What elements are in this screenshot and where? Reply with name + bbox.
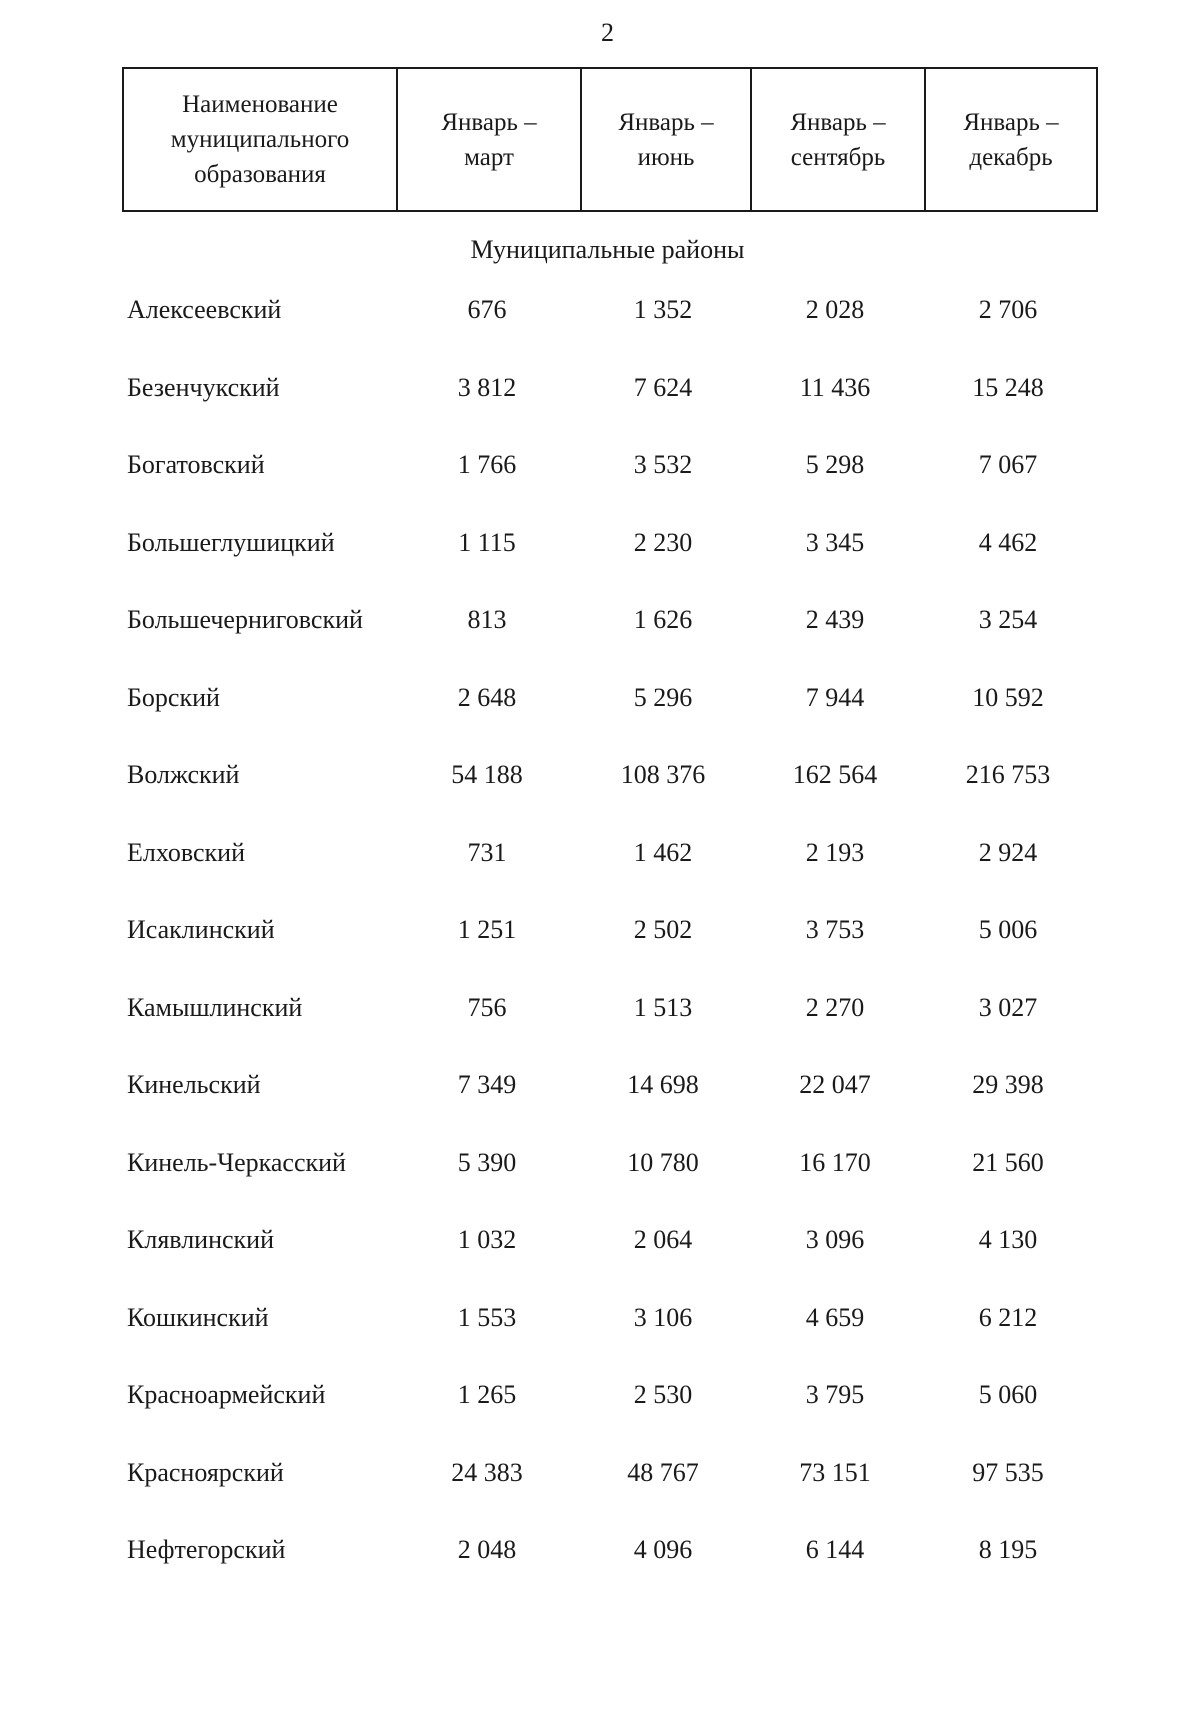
row-value: 216 753	[965, 760, 1051, 789]
table-row	[0, 1530, 1200, 1570]
row-value: 3 795	[805, 1380, 865, 1409]
row-value: 48 767	[627, 1458, 699, 1487]
row-value: 3 345	[805, 528, 865, 557]
header-jan-dec: Январь – декабрь	[925, 68, 1097, 211]
row-value: 6 212	[978, 1303, 1038, 1332]
table-row	[0, 755, 1200, 795]
table-row	[0, 1298, 1200, 1338]
row-value: 2 270	[805, 993, 865, 1022]
row-value: 29 398	[972, 1070, 1044, 1099]
row-value: 2 648	[457, 683, 517, 712]
row-value: 731	[467, 838, 507, 867]
row-value: 7 349	[457, 1070, 517, 1099]
row-value: 5 060	[978, 1380, 1038, 1409]
row-name: Борский	[127, 683, 220, 712]
table-row	[0, 1220, 1200, 1260]
row-value: 97 535	[972, 1458, 1044, 1487]
row-name: Кошкинский	[127, 1303, 269, 1332]
row-value: 3 812	[457, 373, 517, 402]
row-value: 1 626	[633, 605, 693, 634]
row-value: 5 390	[457, 1148, 517, 1177]
row-value: 8 195	[978, 1535, 1038, 1564]
table-row	[0, 523, 1200, 563]
row-name: Клявлинский	[127, 1225, 275, 1254]
row-value: 3 106	[633, 1303, 693, 1332]
row-value: 1 352	[633, 295, 693, 324]
row-name: Нефтегорский	[127, 1535, 286, 1564]
row-name: Кинельский	[127, 1070, 261, 1099]
row-value: 24 383	[451, 1458, 523, 1487]
row-value: 11 436	[799, 373, 871, 402]
row-value: 4 096	[633, 1535, 693, 1564]
row-value: 3 532	[633, 450, 693, 479]
row-value: 1 462	[633, 838, 693, 867]
row-value: 2 502	[633, 915, 693, 944]
table-row	[0, 1375, 1200, 1415]
header-name: Наименование муниципального образования	[123, 68, 397, 211]
row-name: Большечерниговский	[127, 605, 363, 634]
row-value: 3 753	[805, 915, 865, 944]
row-value: 3 096	[805, 1225, 865, 1254]
table-row	[0, 1453, 1200, 1493]
row-name: Большеглушицкий	[127, 528, 335, 557]
row-value: 2 706	[978, 295, 1038, 324]
row-value: 676	[467, 295, 507, 324]
table-row	[0, 833, 1200, 873]
table-row	[0, 988, 1200, 1028]
row-name: Кинель-Черкасский	[127, 1148, 346, 1177]
header-jan-jun: Январь – июнь	[581, 68, 751, 211]
table-row	[0, 368, 1200, 408]
row-value: 5 298	[805, 450, 865, 479]
row-name: Елховский	[127, 838, 245, 867]
row-name: Алексеевский	[127, 295, 282, 324]
header-jan-sep: Январь – сентябрь	[751, 68, 925, 211]
row-name: Красноярский	[127, 1458, 284, 1487]
section-title: Муниципальные районы	[470, 235, 745, 264]
row-value: 4 462	[978, 528, 1038, 557]
table-row	[0, 290, 1200, 330]
row-value: 1 265	[457, 1380, 517, 1409]
row-value: 10 780	[627, 1148, 699, 1177]
row-value: 1 115	[458, 528, 516, 557]
row-value: 2 028	[805, 295, 865, 324]
row-value: 3 254	[978, 605, 1038, 634]
row-value: 7 944	[805, 683, 865, 712]
table-row	[0, 1065, 1200, 1105]
table-row	[0, 1143, 1200, 1183]
row-value: 22 047	[799, 1070, 871, 1099]
row-name: Безенчукский	[127, 373, 280, 402]
row-value: 5 006	[978, 915, 1038, 944]
row-name: Исаклинский	[127, 915, 275, 944]
row-value: 813	[467, 605, 507, 634]
row-name: Волжский	[127, 760, 240, 789]
row-value: 4 659	[805, 1303, 865, 1332]
row-value: 162 564	[792, 760, 878, 789]
row-value: 16 170	[799, 1148, 871, 1177]
row-value: 21 560	[972, 1148, 1044, 1177]
row-value: 2 064	[633, 1225, 693, 1254]
table-row	[0, 600, 1200, 640]
table-row	[0, 678, 1200, 718]
row-value: 10 592	[972, 683, 1044, 712]
row-value: 1 513	[633, 993, 693, 1022]
row-value: 7 067	[978, 450, 1038, 479]
row-value: 3 027	[978, 993, 1038, 1022]
row-value: 1 032	[457, 1225, 517, 1254]
row-value: 2 924	[978, 838, 1038, 867]
row-value: 756	[467, 993, 507, 1022]
row-name: Камышлинский	[127, 993, 303, 1022]
row-value: 15 248	[972, 373, 1044, 402]
row-value: 73 151	[799, 1458, 871, 1487]
row-value: 2 530	[633, 1380, 693, 1409]
row-value: 2 193	[805, 838, 865, 867]
table-row	[0, 910, 1200, 950]
table-header	[122, 67, 1098, 212]
row-value: 108 376	[620, 760, 706, 789]
row-name: Богатовский	[127, 450, 265, 479]
row-value: 2 230	[633, 528, 693, 557]
header-jan-mar: Январь – март	[397, 68, 581, 211]
row-value: 5 296	[633, 683, 693, 712]
row-value: 14 698	[627, 1070, 699, 1099]
row-value: 1 766	[457, 450, 517, 479]
table-row	[0, 445, 1200, 485]
row-value: 2 439	[805, 605, 865, 634]
row-value: 1 553	[457, 1303, 517, 1332]
row-value: 2 048	[457, 1535, 517, 1564]
row-value: 1 251	[457, 915, 517, 944]
page-number: 2	[601, 18, 614, 47]
row-value: 7 624	[633, 373, 693, 402]
row-value: 54 188	[451, 760, 523, 789]
row-value: 6 144	[805, 1535, 865, 1564]
row-name: Красноармейский	[127, 1380, 326, 1409]
row-value: 4 130	[978, 1225, 1038, 1254]
